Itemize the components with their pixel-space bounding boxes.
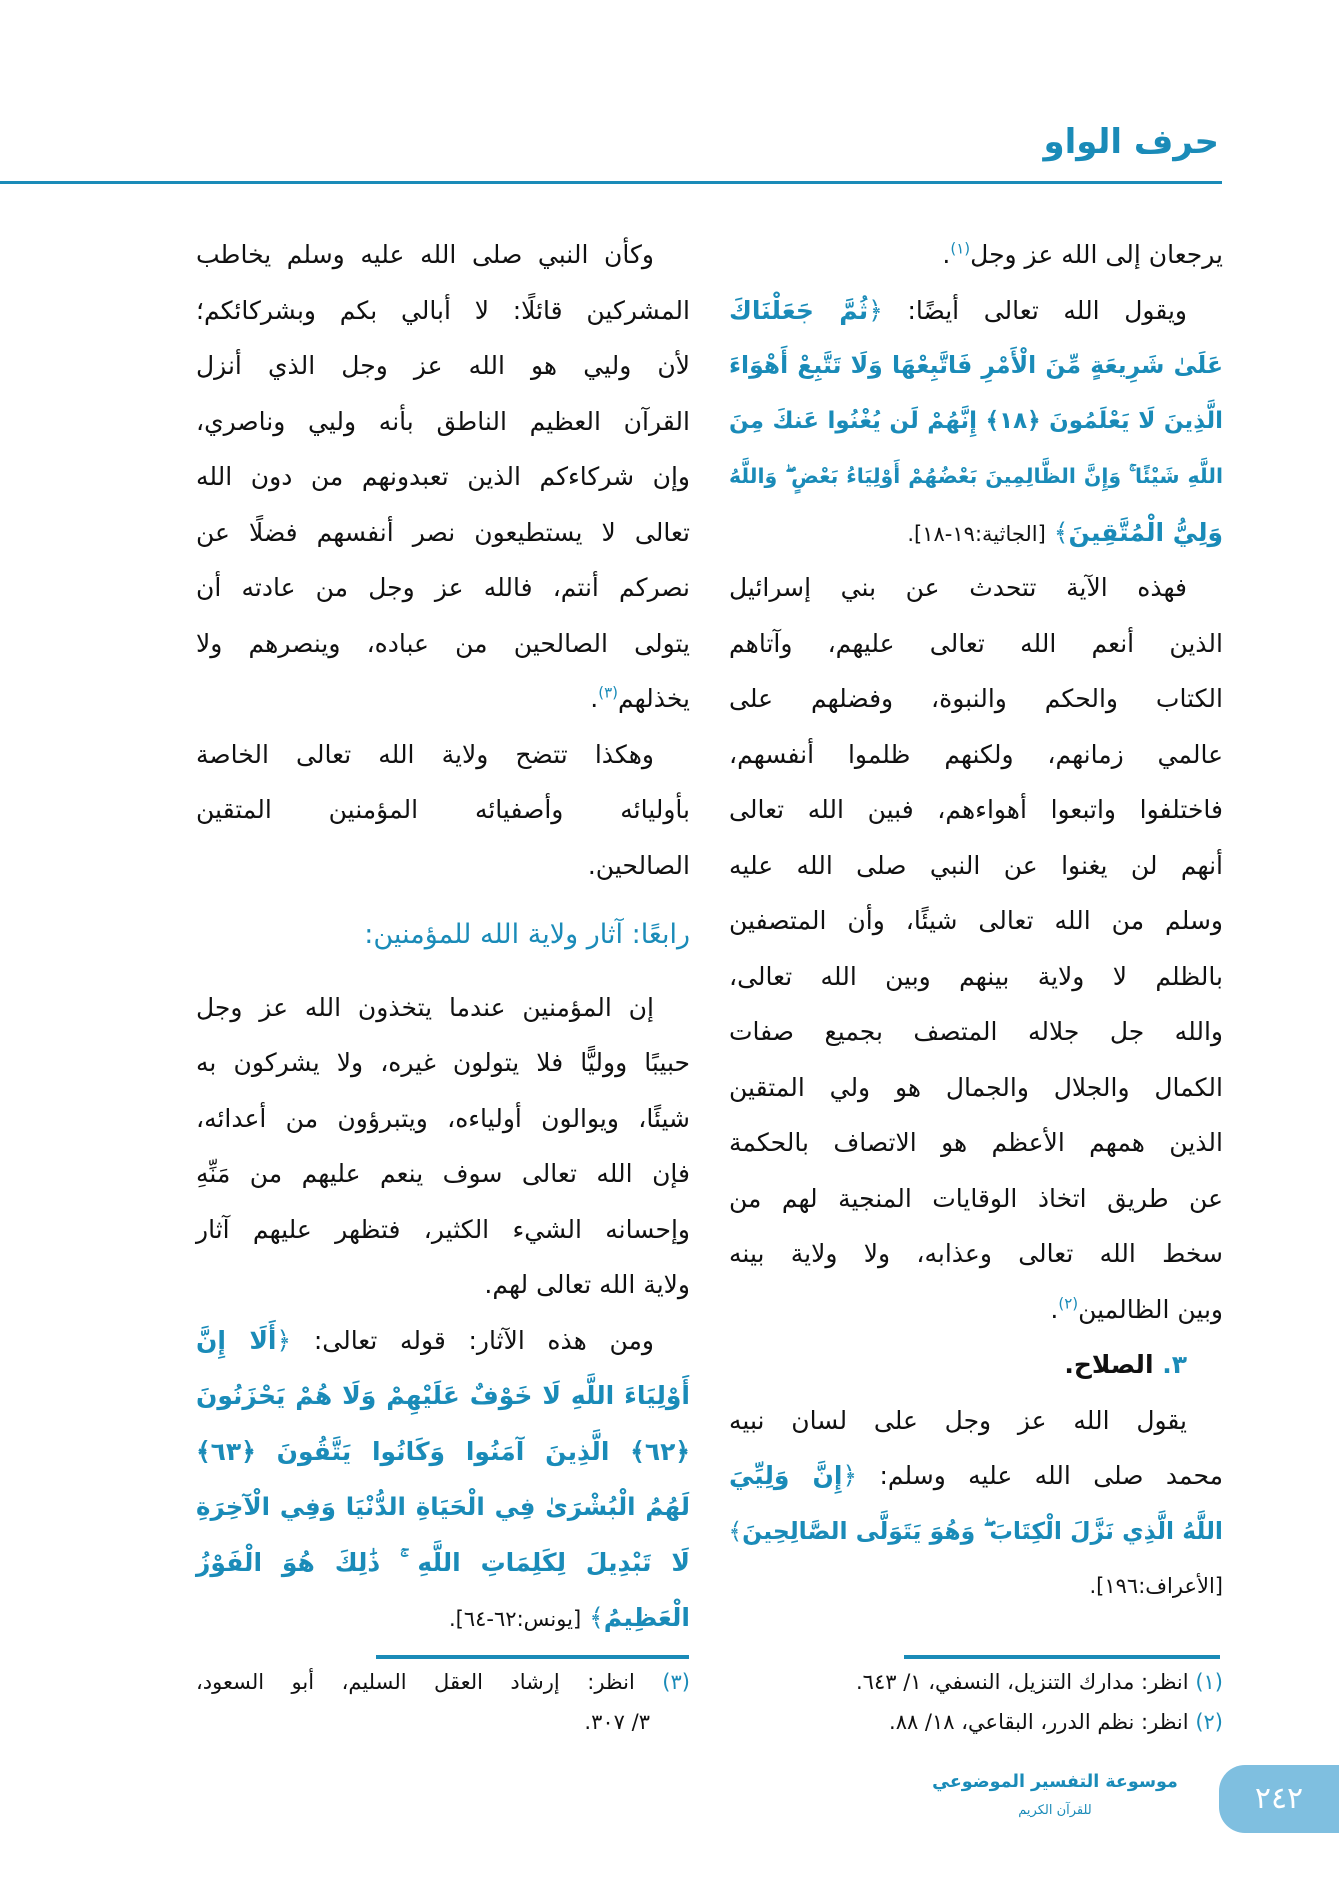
footnote-ref[interactable]: (٣): [598, 683, 618, 702]
quran-line: اللَّهُ الَّذِي نَزَّلَ الْكِتَابَ ۖ وَهُوَ يَتَوَلَّى الصَّالِحِينَ﴾: [728, 1516, 1223, 1545]
text-line: الصالحين.: [587, 850, 690, 880]
text-line: ولاية الله تعالى لهم.: [484, 1270, 690, 1299]
footnotes-left: [196, 1662, 690, 1742]
text-line: الذين أنعم الله تعالى عليهم، وآتاهم: [729, 628, 1223, 658]
text-line: فاختلفوا واتبعوا أهواءهم، فبين الله تعالى: [729, 795, 1223, 824]
footnote-rule-right: [904, 1655, 1220, 1659]
footnote-ref[interactable]: (١): [950, 239, 971, 258]
text-line: حبيبًا ووليًّا فلا يتولون غيره، ولا يشركون به: [196, 1048, 690, 1077]
text-line: وهكذا تتضح ولاية الله تعالى الخاصة: [196, 739, 654, 769]
page-number-tab: ٢٤٢: [1219, 1765, 1339, 1833]
text-line: بالظلم لا ولاية بينهم وبين الله تعالى،: [729, 961, 1223, 991]
verse-reference: [الأعراف:١٩٦].: [1089, 1574, 1223, 1598]
chapter-header-title: حرف الواو: [1043, 122, 1219, 162]
header-rule: [0, 181, 1222, 184]
quran-line: ﴿٦٢﴾ الَّذِينَ آمَنُوا وَكَانُوا يَتَّقُونَ ﴿٦٣﴾: [196, 1436, 690, 1466]
footnotes-right: [729, 1662, 1223, 1742]
footnote: (١) انظر: مدارك التنزيل، النسفي، ١/ ٦٤٣.: [855, 1670, 1223, 1694]
text-line: فإن الله تعالى سوف ينعم عليهم من مَنِّهِ: [196, 1159, 690, 1188]
text-line: وسلم من الله تعالى شيئًا، وأن المتصفين: [729, 906, 1223, 935]
text-line: يقول الله عز وجل على لسان نبيه: [729, 1405, 1187, 1435]
text-line: الكتاب والحكم والنبوة، وفضلهم على: [729, 684, 1223, 713]
text-line: فهذه الآية تتحدث عن بني إسرائيل: [729, 573, 1187, 602]
text-line: نصركم أنتم، فالله عز وجل من عادته أن: [196, 573, 690, 602]
text-line: إن المؤمنين عندما يتخذون الله عز وجل: [196, 992, 654, 1022]
text-line: لأن وليي هو الله عز وجل الذي أنزل: [196, 351, 690, 380]
quran-line: أَوْلِيَاءَ اللَّهِ لَا خَوْفٌ عَلَيْهِمْ وَلَا هُمْ يَحْزَنُونَ: [196, 1381, 690, 1410]
text-line: وبين الظالمين$^{(٢)}$.: [1050, 1294, 1223, 1324]
text-line: المشركين قائلًا: لا أبالي بكم وبشركائكم؛: [196, 295, 690, 325]
text-line: الْعَظِيمُ﴾ [يونس:٦٢-٦٤].: [448, 1603, 690, 1632]
verse-reference: [يونس:٦٢-٦٤].: [448, 1607, 582, 1631]
verse-reference: [الجاثية:١٩-١٨].: [907, 521, 1046, 546]
text-line: والله جل جلاله المتصف بجميع صفات: [729, 1017, 1223, 1046]
text-line: ومن هذه الآثار: قوله تعالى: ﴿أَلَا إِنَّ: [196, 1325, 654, 1355]
footnote-continuation: ٣/ ٣٠٧.: [584, 1710, 650, 1734]
text-line: أنهم لن يغنوا عن النبي صلى الله عليه: [729, 850, 1223, 880]
quran-line: الَّذِينَ لَا يَعْلَمُونَ ﴿١٨﴾ إِنَّهُمْ لَن يُغْنُوا عَنكَ مِنَ: [729, 407, 1223, 434]
text-line: وكأن النبي صلى الله عليه وسلم يخاطب: [196, 240, 654, 269]
right-column: [729, 227, 1223, 1615]
quran-line: عَلَىٰ شَرِيعَةٍ مِّنَ الْأَمْرِ فَاتَّبِعْهَا وَلَا تَتَّبِعْ أَهْوَاءَ: [729, 351, 1223, 379]
encyclopedia-logo: موسوعة التفسير الموضوعي للقرآن الكريم: [932, 1772, 1178, 1818]
subheading: ٣. الصلاح.: [1064, 1350, 1187, 1379]
footnote: (٣) انظر: إرشاد العقل السليم، أبو السعود،: [196, 1670, 690, 1694]
text-line: وَلِيُّ الْمُتَّقِينَ﴾ [الجاثية:١٩-١٨].: [907, 517, 1223, 547]
left-column: [196, 227, 690, 1646]
text-line: القرآن العظيم الناطق بأنه وليي وناصري،: [196, 406, 690, 436]
text-line: بأوليائه وأصفيائه المؤمنين المتقين: [196, 795, 690, 824]
text-line: شيئًا، ويوالون أولياءه، ويتبرؤون من أعدائه،: [196, 1103, 690, 1133]
text-line: ويقول الله تعالى أيضًا: ﴿ثُمَّ جَعَلْنَاكَ: [729, 295, 1187, 325]
text-line: الكمال والجلال والجمال هو ولي المتقين: [729, 1072, 1223, 1102]
text-line: الذين همهم الأعظم هو الاتصاف بالحكمة: [729, 1128, 1223, 1157]
text-line: تعالى لا يستطيعون نصر أنفسهم فضلًا عن: [196, 517, 690, 547]
footnote-rule-left: [376, 1655, 689, 1659]
text-line: عن طريق اتخاذ الوقايات المنجية لهم من: [729, 1183, 1223, 1213]
quran-line: اللَّهِ شَيْئًا ۚ وَإِنَّ الظَّالِمِينَ بَعْضُهُمْ أَوْلِيَاءُ بَعْضٍ ۖ وَاللَّهُ: [729, 464, 1223, 488]
text-line: وإن شركاءكم الذين تعبدونهم من دون الله: [196, 462, 690, 491]
text-line: محمد صلى الله عليه وسلم: ﴿إِنَّ وَلِيِّيَ: [729, 1461, 1223, 1490]
text-line: يتولى الصالحين من عباده، وينصرهم ولا: [196, 628, 690, 658]
text-line: يرجعان إلى الله عز وجل$^{(١)}$.: [942, 239, 1223, 269]
text-line: سخط الله تعالى وعذابه، ولا ولاية بينه: [729, 1239, 1223, 1268]
quran-line: لَا تَبْدِيلَ لِكَلِمَاتِ اللَّهِ ۚ ذَٰلِكَ هُوَ الْفَوْزُ: [196, 1547, 690, 1577]
text-line: عالمي زمانهم، ولكنهم ظلموا أنفسهم،: [729, 739, 1223, 769]
quran-text: ثُمَّ جَعَلْنَاكَ: [729, 295, 869, 325]
quran-line: لَهُمُ الْبُشْرَىٰ فِي الْحَيَاةِ الدُّنْيَا وَفِي الْآخِرَةِ: [196, 1492, 690, 1521]
footnote-ref[interactable]: (٢): [1058, 1294, 1079, 1313]
text-line: يخذلهم$^{(٣)}$.: [590, 683, 690, 713]
footnote: (٢) انظر: نظم الدرر، البقاعي، ١٨/ ٨٨.: [889, 1710, 1223, 1734]
section-heading: رابعًا: آثار ولاية الله للمؤمنين:: [364, 919, 690, 950]
text-line: وإحسانه الشيء الكثير، فتظهر عليهم آثار: [196, 1214, 690, 1244]
